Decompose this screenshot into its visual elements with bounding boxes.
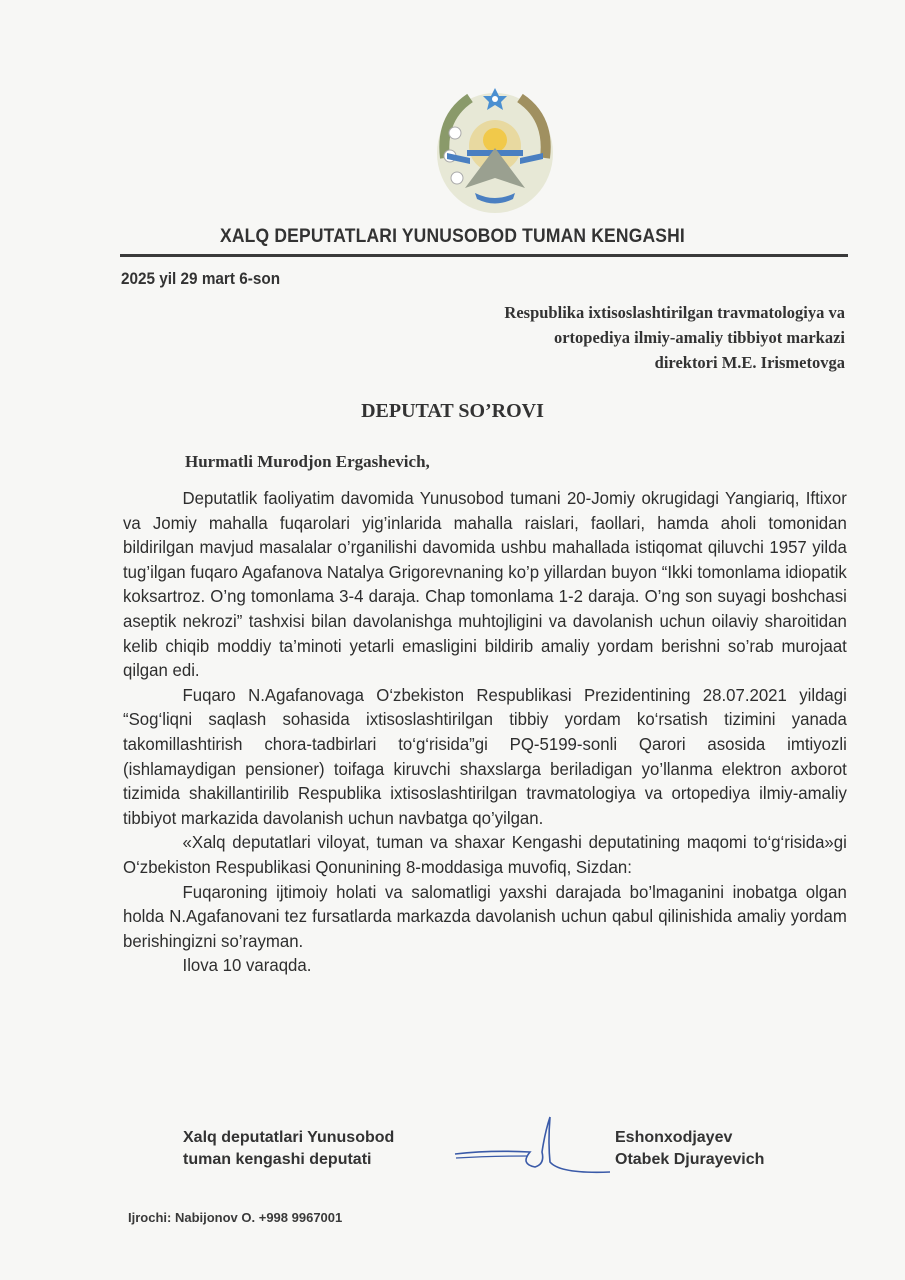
position-line: Xalq deputatlari Yunusobod: [183, 1129, 395, 1146]
signatory-position: [183, 1127, 394, 1171]
organization-title: XALQ DEPUTATLARI YUNUSOBOD TUMAN KENGASHI: [220, 226, 685, 247]
signatory-name: [615, 1127, 764, 1171]
header-rule: [120, 254, 848, 257]
signatory-surname: Eshonxodjayev: [615, 1129, 733, 1146]
addressee-line: ortopediya ilmiy-amaliy tibbiyot markazi: [553, 328, 845, 347]
body-paragraph: Deputatlik faoliyatim davomida Yunusobod tumani 20-Jomiy okrugidagi Yangiariq, Iftixor va Jomiy mahalla fuqarolari yig’inlarida mahalla raislari, faollari, hamda aholi tomonidan bildirilgan mavjud masalalar o’rganilishi davomida ushbu mahallada istiqomat qiluvchi 1957 yilda tug’ilgan fuqaro Agafanova Natalya Grigorevnaning ko’p yillardan buyon “Ikki tomonlama idiopatik koksartroz. O’ng tomonlama 3-4 daraja. Chap tomonlama 1-2 daraja. O’ng son suyagi boshchasi aseptik nekrozi” tashxisi bilan davolanishga muhtojligini va davolanish uchun oilaviy sharoitidan kelib chiqib moddiy ta’minoti yetarli emasligini bildirib amaliy yordam berishni so’rab murojaat qilgan edi.: [123, 488, 847, 681]
position-line: tuman kengashi deputati: [183, 1151, 372, 1168]
state-emblem-icon: [425, 78, 565, 218]
body-paragraph: Fuqaro N.Agafanovaga O‘zbekiston Respublikasi Prezidentining 28.07.2021 yildagi “Sog‘liqni saqlash sohasida ixtisoslashtirilgan tibbiy yordam ko‘rsatish tizimini yanada takomillashtirish chora-tadbirlari to‘g‘risida”gi PQ-5199-sonli Qarori asosida imtiyozli (ishlamaydigan pensioner) toifaga kiruvchi shaxslarga beriladigan yo’llanma elektron axborot tizimida shakillantirilib Respublika ixtisoslashtirilgan travmatologiya va ortopediya ilmiy-amaliy tibbiyot markazida davolanish uchun navbatga qo’yilgan.: [123, 684, 847, 828]
document-title: DEPUTAT SO’ROVI: [361, 400, 544, 422]
addressee-line: Respublika ixtisoslashtirilgan travmatologiya va: [504, 303, 845, 322]
document-date-number: 2025 yil 29 mart 6-son: [121, 269, 281, 288]
handwritten-signature-icon: [450, 1112, 620, 1182]
body-paragraph: Fuqaroning ijtimoiy holati va salomatligi yaxshi darajada bo’lmaganini inobatga olgan holda N.Agafanovani tez fursatlarda markazda davolanish uchun qabul qilinishida amaliy yordam berishingizni so’rayman.: [123, 881, 847, 951]
addressee-line: direktori M.E. Irismetovga: [654, 353, 845, 372]
attachment-note: Ilova 10 varaqda.: [182, 955, 312, 976]
addressee-block: [365, 300, 845, 375]
executor-contact: Ijrochi: Nabijonov O. +998 9967001: [128, 1210, 343, 1225]
body-paragraph: «Xalq deputatlari viloyat, tuman va shaxar Kengashi deputatining maqomi to‘g‘risida»gi O‘zbekiston Respublikasi Qonunining 8-moddasiga muvofiq, Sizdan:: [123, 832, 847, 877]
letter-body: [123, 486, 848, 978]
salutation: Hurmatli Murodjon Ergashevich,: [185, 452, 430, 471]
signatory-given-name: Otabek Djurayevich: [615, 1151, 765, 1168]
